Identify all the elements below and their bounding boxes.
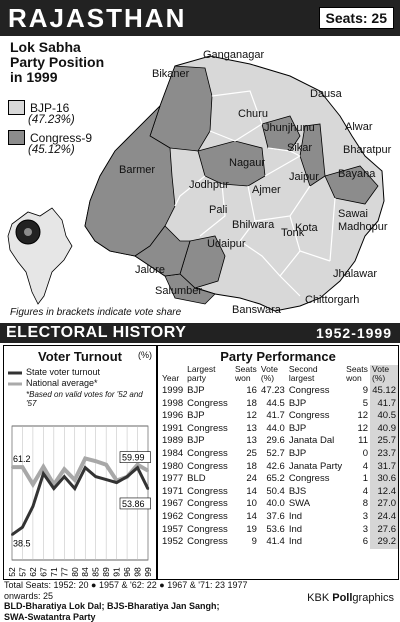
state-turnout-point	[116, 482, 118, 484]
table-cell: 3	[344, 511, 370, 524]
x-tick-label: 62	[28, 567, 38, 577]
x-tick-label: 98	[133, 567, 143, 577]
brand-credit: KBK Pollgraphics	[307, 592, 394, 604]
district-label: Salumber	[155, 285, 202, 297]
performance-table	[160, 365, 398, 549]
national-average-point	[74, 479, 76, 481]
x-tick-label: 99	[143, 567, 153, 577]
table-cell: 1962	[160, 511, 185, 524]
table-cell: SWA	[287, 498, 344, 511]
performance-title: Party Performance	[158, 349, 398, 364]
table-cell: 1	[344, 473, 370, 486]
x-tick-label: 96	[122, 567, 132, 577]
district-label: Bhilwara	[232, 219, 274, 231]
table-cell: 24	[233, 473, 259, 486]
turnout-note: *Based on valid votes for '52 and '57	[26, 390, 144, 408]
turnout-title: Voter Turnout	[4, 349, 156, 364]
table-cell: Congress	[185, 423, 233, 436]
national-average-point	[32, 483, 34, 485]
table-cell: 13	[233, 435, 259, 448]
table-cell: Congress	[185, 398, 233, 411]
table-cell: 1999	[160, 385, 185, 398]
table-row	[160, 385, 398, 398]
district-label: Tonk	[281, 227, 304, 239]
table-cell: 45.12	[370, 385, 398, 398]
table-cell: 18	[233, 461, 259, 474]
india-inset-map	[8, 208, 72, 304]
table-cell: 10	[233, 498, 259, 511]
x-tick-label: 71	[49, 567, 59, 577]
district-label: Kota	[295, 222, 318, 234]
table-cell: 53.6	[259, 524, 287, 537]
table-cell: 25.7	[370, 435, 398, 448]
table-cell: 27.0	[370, 498, 398, 511]
table-cell: 25	[233, 448, 259, 461]
state-turnout-point	[53, 488, 55, 490]
district-label: Ganganagar	[203, 49, 264, 61]
legend-label: BJP-16	[30, 101, 69, 115]
table-cell: BLD	[185, 473, 233, 486]
state-turnout-point	[32, 505, 34, 507]
district-label: Banswara	[232, 304, 281, 316]
legend-bjp	[8, 100, 69, 115]
table-cell: 47.23	[259, 385, 287, 398]
table-row	[160, 511, 398, 524]
table-cell: BJP	[185, 435, 233, 448]
state-turnout-point	[74, 488, 76, 490]
map-caption: Figures in brackets indicate vote share	[10, 307, 181, 318]
table-cell: Congress	[287, 385, 344, 398]
district-label: Jaipur	[289, 171, 319, 183]
table-cell: 44.5	[259, 398, 287, 411]
table-cell: 44.0	[259, 423, 287, 436]
table-row	[160, 473, 398, 486]
national-average-point	[63, 468, 65, 470]
table-cell: 41.4	[259, 536, 287, 549]
table-cell: 12	[344, 410, 370, 423]
district-label: Jhunjhunu	[264, 122, 315, 134]
table-cell: 18	[233, 398, 259, 411]
table-cell: 6	[344, 536, 370, 549]
table-cell: 41.7	[259, 410, 287, 423]
x-tick-label: 67	[38, 567, 48, 577]
x-tick-label: 80	[70, 567, 80, 577]
table-cell: Congress	[185, 448, 233, 461]
national-average-point	[21, 466, 23, 468]
table-cell: Congress	[287, 410, 344, 423]
national-average-point	[42, 466, 44, 468]
map-title: Lok Sabha Party Position in 1999	[10, 40, 104, 85]
legend-swatch	[8, 100, 25, 115]
table-cell: Congress	[185, 511, 233, 524]
state-turnout-point	[105, 479, 107, 481]
district-label: Jalore	[135, 264, 165, 276]
table-row	[160, 536, 398, 549]
table-cell: 14	[233, 486, 259, 499]
footer-notes	[4, 580, 284, 622]
national-average-point	[147, 470, 149, 472]
x-tick-label: 52	[7, 567, 17, 577]
col-header: Seats won	[344, 365, 370, 385]
table-cell: Congress	[185, 486, 233, 499]
col-header: Largest party	[185, 365, 233, 385]
table-cell: Congress	[185, 461, 233, 474]
table-cell: 1996	[160, 410, 185, 423]
table-cell: 1957	[160, 524, 185, 537]
state-turnout-point	[84, 467, 86, 469]
page-title: RAJASTHAN	[8, 3, 186, 34]
x-tick-label: 84	[80, 567, 90, 577]
table-cell: 65.2	[259, 473, 287, 486]
section-title: ELECTORAL HISTORY	[6, 324, 186, 342]
district-label: Jodhpur	[189, 179, 229, 191]
state-turnout-point	[42, 473, 44, 475]
district-label: Sawai Madhopur	[338, 208, 398, 234]
district-label: Jhalawar	[333, 268, 377, 280]
table-cell: 11	[344, 435, 370, 448]
district-label: Churu	[238, 108, 268, 120]
x-tick-label: 89	[101, 567, 111, 577]
legend-share: (47.23%)	[28, 114, 75, 126]
table-cell: 12	[233, 410, 259, 423]
table-row	[160, 498, 398, 511]
table-cell: 9	[344, 385, 370, 398]
state-turnout-point	[147, 488, 149, 490]
legend-state-label: State voter turnout	[26, 367, 100, 377]
national-average-point	[95, 460, 97, 462]
table-cell: 41.7	[370, 398, 398, 411]
table-cell: 12	[344, 423, 370, 436]
table-cell: 1998	[160, 398, 185, 411]
district-label: Alwar	[345, 121, 373, 133]
table-cell: BJP	[287, 448, 344, 461]
legend-swatch	[8, 130, 25, 145]
table-cell: BJP	[185, 385, 233, 398]
table-cell: 1952	[160, 536, 185, 549]
col-header: Vote (%)	[370, 365, 398, 385]
table-cell: 5	[344, 398, 370, 411]
district-label: Bharatpur	[343, 144, 391, 156]
table-cell: BJP	[287, 398, 344, 411]
district-label: Dausa	[310, 88, 342, 100]
district-label: Bikaner	[152, 68, 189, 80]
table-cell: 1967	[160, 498, 185, 511]
table-cell: 29.6	[259, 435, 287, 448]
state-turnout-point	[11, 534, 13, 536]
table-cell: 40.5	[370, 410, 398, 423]
table-cell: 42.6	[259, 461, 287, 474]
x-tick-label: 85	[91, 567, 101, 577]
table-cell: 0	[344, 448, 370, 461]
table-cell: Congress	[185, 536, 233, 549]
table-cell: 40.9	[370, 423, 398, 436]
table-cell: 1984	[160, 448, 185, 461]
national-average-point	[11, 466, 13, 468]
table-cell: 16	[233, 385, 259, 398]
table-cell: Congress	[185, 498, 233, 511]
district-label: Chittorgarh	[305, 294, 359, 306]
table-cell: 1991	[160, 423, 185, 436]
table-row	[160, 398, 398, 411]
data-label: 59.99	[122, 453, 145, 463]
footer-abbrev: BLD-Bharatiya Lok Dal; BJS-Bharatiya Jan Sangh;	[4, 601, 284, 612]
table-cell: 12.4	[370, 486, 398, 499]
table-row	[160, 423, 398, 436]
legend-congress	[8, 130, 92, 145]
table-row	[160, 410, 398, 423]
x-tick-label: 77	[59, 567, 69, 577]
district-label: Ajmer	[252, 184, 281, 196]
table-cell: 29.2	[370, 536, 398, 549]
state-turnout-point	[126, 476, 128, 478]
col-header: Vote (%)	[259, 365, 287, 385]
state-turnout-point	[95, 476, 97, 478]
table-cell: 52.7	[259, 448, 287, 461]
turnout-unit: (%)	[138, 350, 152, 360]
table-cell: 1971	[160, 486, 185, 499]
table-cell: Congress	[287, 473, 344, 486]
table-cell: 19	[233, 524, 259, 537]
table-cell: 13	[233, 423, 259, 436]
plot-frame	[12, 426, 148, 560]
footer-abbrev: SWA-Swatantra Party	[4, 612, 284, 622]
data-label: 38.5	[13, 539, 31, 549]
party-performance-panel	[157, 345, 399, 580]
district-label: Sikar	[287, 142, 312, 154]
table-cell: Janata Party	[287, 461, 344, 474]
legend-national-label: National average*	[26, 378, 98, 388]
district-label: Barmer	[119, 164, 155, 176]
table-row	[160, 486, 398, 499]
state-turnout-point	[63, 476, 65, 478]
table-cell: 40.0	[259, 498, 287, 511]
legend-label: Congress-9	[30, 131, 92, 145]
table-cell: Ind	[287, 511, 344, 524]
table-cell: 30.6	[370, 473, 398, 486]
x-tick-label: 57	[17, 567, 27, 577]
table-cell: 9	[233, 536, 259, 549]
state-turnout-point	[21, 526, 23, 528]
col-header: Second largest	[287, 365, 344, 385]
table-row	[160, 524, 398, 537]
state-turnout-point	[137, 467, 139, 469]
table-cell: Ind	[287, 524, 344, 537]
table-cell: 1989	[160, 435, 185, 448]
district-label: Bayana	[338, 168, 375, 180]
national-average-point	[105, 464, 107, 466]
table-cell: 24.4	[370, 511, 398, 524]
table-cell: 1977	[160, 473, 185, 486]
table-cell: 1980	[160, 461, 185, 474]
data-label: 53.86	[122, 499, 145, 509]
table-cell: 4	[344, 461, 370, 474]
district-label: Pali	[209, 204, 227, 216]
table-cell: BJS	[287, 486, 344, 499]
national-average-point	[84, 457, 86, 459]
table-cell: 31.7	[370, 461, 398, 474]
table-cell: 50.4	[259, 486, 287, 499]
table-row	[160, 461, 398, 474]
section-years: 1952-1999	[316, 325, 392, 341]
col-header: Seats won	[233, 365, 259, 385]
seats-badge: Seats: 25	[319, 7, 394, 29]
table-cell: 14	[233, 511, 259, 524]
district-label: Nagaur	[229, 157, 265, 169]
header-bar	[0, 0, 400, 36]
legend-share: (45.12%)	[28, 144, 75, 156]
table-cell: BJP	[185, 410, 233, 423]
table-cell: 8	[344, 498, 370, 511]
table-cell: 23.7	[370, 448, 398, 461]
x-tick-label: 91	[112, 567, 122, 577]
table-cell: 4	[344, 486, 370, 499]
table-row	[160, 435, 398, 448]
table-cell: 37.6	[259, 511, 287, 524]
voter-turnout-panel	[3, 345, 157, 580]
table-cell: 27.6	[370, 524, 398, 537]
table-row	[160, 448, 398, 461]
table-cell: Congress	[185, 524, 233, 537]
table-cell: Ind	[287, 536, 344, 549]
district-label: Udaipur	[207, 238, 246, 250]
data-label: 61.2	[13, 454, 31, 464]
national-average-point	[137, 464, 139, 466]
col-header: Year	[160, 365, 185, 385]
table-cell: BJP	[287, 423, 344, 436]
table-cell: Janata Dal	[287, 435, 344, 448]
section-header	[0, 323, 400, 343]
footer-seats: Total Seats: 1952: 20 ● 1957 & '62: 22 ● 1967 & '71: 23 1977 onwards: 25	[4, 580, 284, 601]
table-cell: 3	[344, 524, 370, 537]
